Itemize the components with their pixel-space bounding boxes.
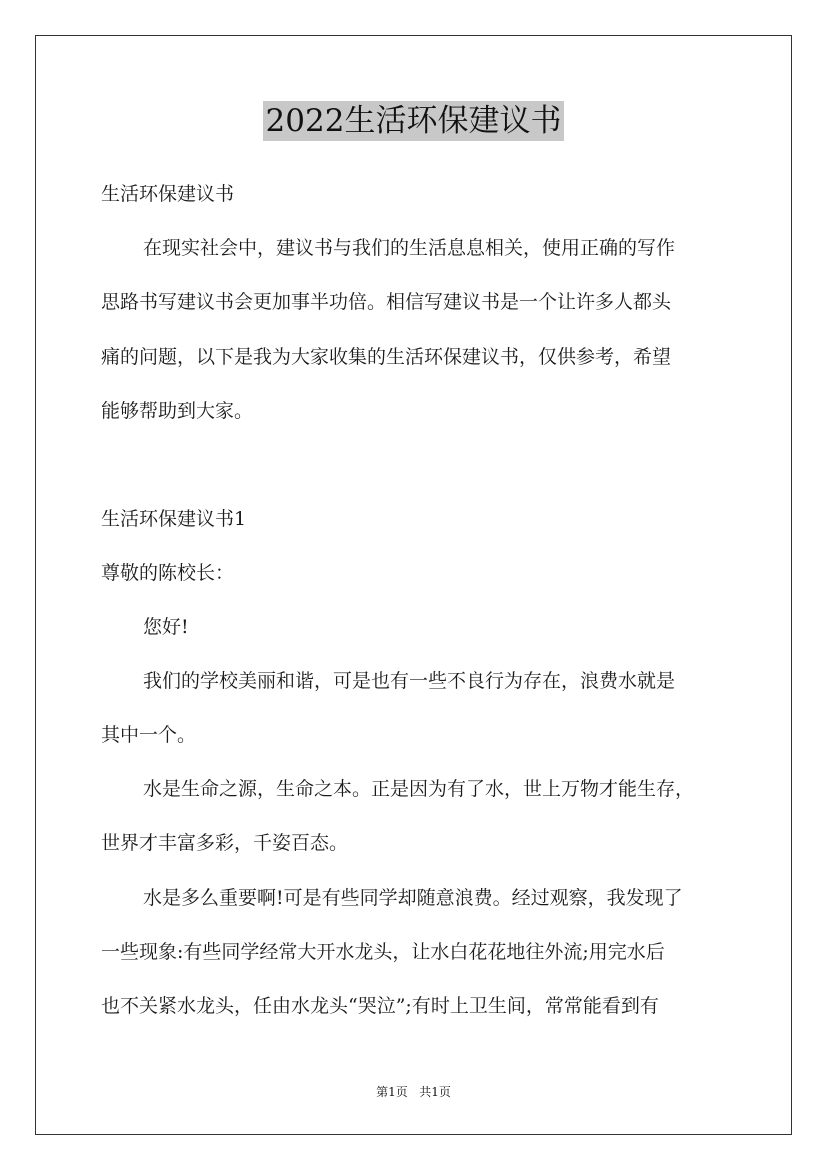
salutation: 尊敬的陈校长： bbox=[101, 562, 235, 584]
para1-line-2: 其中一个。 bbox=[101, 724, 197, 746]
section-heading: 生活环保建议书1 bbox=[101, 508, 247, 530]
document-title: 2022生活环保建议书 bbox=[263, 101, 565, 141]
para3-line-2: 一些现象:有些同学经常大开水龙头，让水白花花地往外流;用完水后 bbox=[101, 941, 665, 963]
title-container bbox=[0, 101, 827, 141]
para3-line-3: 也不关紧水龙头，任由水龙头“哭泣”;有时上卫生间，常常能看到有 bbox=[101, 995, 659, 1017]
para2-line-1: 水是生命之源，生命之本。正是因为有了水，世上万物才能生存， bbox=[143, 778, 695, 800]
para3-line-1: 水是多么重要啊!可是有些同学却随意浪费。经过观察，我发现了 bbox=[143, 887, 683, 909]
page-footer bbox=[0, 1084, 827, 1100]
greeting: 您好! bbox=[143, 616, 189, 638]
page-total: 共1页 bbox=[419, 1085, 451, 1099]
document-subtitle: 生活环保建议书 bbox=[101, 183, 235, 205]
intro-line-2: 思路书写建议书会更加事半功倍。相信写建议书是一个让许多人都头 bbox=[101, 291, 672, 313]
intro-line-3: 痛的问题，以下是我为大家收集的生活环保建议书，仅供参考，希望 bbox=[101, 346, 672, 368]
para2-line-2: 世界才丰富多彩，千姿百态。 bbox=[101, 832, 349, 854]
intro-line-4: 能够帮助到大家。 bbox=[101, 400, 254, 422]
para1-line-1: 我们的学校美丽和谐，可是也有一些不良行为存在，浪费水就是 bbox=[143, 670, 676, 692]
intro-line-1: 在现实社会中，建议书与我们的生活息息相关，使用正确的写作 bbox=[143, 237, 676, 259]
page-number: 第1页 bbox=[376, 1085, 408, 1099]
